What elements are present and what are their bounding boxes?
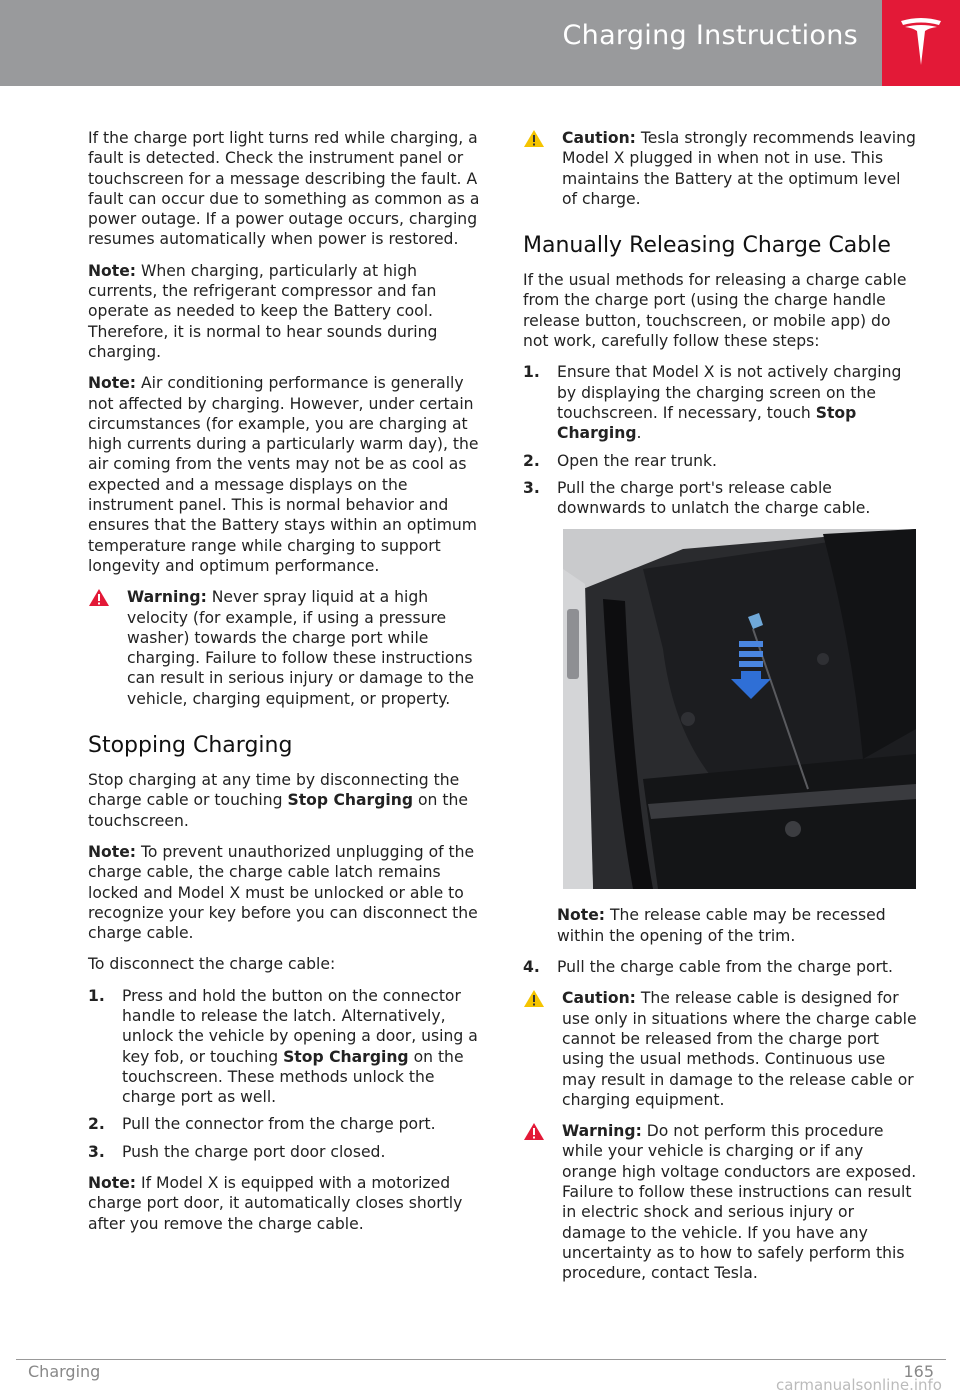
stop-charging-term: Stop Charging xyxy=(283,1047,409,1066)
footer-divider xyxy=(16,1359,946,1360)
step-text: Pull the charge port's release cable downwards to unlatch the charge cable. xyxy=(557,478,871,518)
note-label: Note: xyxy=(88,374,137,393)
note-label: Note: xyxy=(557,906,606,925)
note-compressor xyxy=(88,261,480,362)
page-number: 165 xyxy=(903,1362,934,1381)
note-motorized-door xyxy=(88,1173,480,1234)
note-air-conditioning xyxy=(88,373,480,576)
caution-text: The release cable is designed for use only in situations where the charge cable cannot be released from the charge port using the usual methods. Continuous use may result in damage to the release cable or charging equipment. xyxy=(562,989,917,1109)
step-text-end: . xyxy=(636,424,642,443)
step-text: Press and hold the button on the connector handle to release the latch. Alternatively, unlock the vehicle by opening a door, using a key fob, or touching xyxy=(122,986,478,1066)
stopping-charging-heading: Stopping Charging xyxy=(88,733,293,759)
note-text: Air conditioning performance is generally not affected by charging. However, under certain circumstances (for example, you are charging at high currents during a particularly warm day), the air coming from the vents may not be as cool as expected and a message displays on the instrument panel. This is normal behavior and ensures that the Battery stays within an optimum temperature range while charging to support longevity and optimum performance. xyxy=(88,374,479,575)
step-text: Push the charge port door closed. xyxy=(122,1142,386,1161)
step-number: 3. xyxy=(523,478,540,497)
tesla-logo xyxy=(882,0,960,86)
list-item xyxy=(88,1114,480,1134)
stopping-paragraph xyxy=(88,770,480,831)
list-item xyxy=(523,957,918,977)
warning-triangle-icon xyxy=(523,1122,545,1146)
page-title: Charging Instructions xyxy=(562,20,858,51)
release-steps-continued xyxy=(523,957,918,977)
step-number: 1. xyxy=(523,363,540,382)
step-number: 1. xyxy=(88,986,105,1005)
disconnect-intro: To disconnect the charge cable: xyxy=(88,955,336,974)
list-item xyxy=(88,986,480,1108)
step-text: Pull the charge cable from the charge port. xyxy=(557,958,894,977)
warning-text: Do not perform this procedure while your vehicle is charging or if any orange high voltage conductors are exposed. Failure to follow these instructions can result in electric shock and serious injury or damage to the vehicle. If you have any uncertainty as to how to safely perform this procedure, contact Tesla. xyxy=(562,1122,917,1283)
stop-charging-term: Stop Charging xyxy=(557,403,857,443)
step-text: Open the rear trunk. xyxy=(557,451,718,470)
tesla-logo-icon xyxy=(899,17,943,67)
note-unplugging xyxy=(88,842,480,943)
caution-text: Tesla strongly recommends leaving Model X plugged in when not in use. This maintains the Battery at the optimum level of charge. xyxy=(562,129,916,208)
manual-release-heading: Manually Releasing Charge Cable xyxy=(523,233,891,259)
caution-label: Caution: xyxy=(562,989,636,1008)
left-column xyxy=(88,128,480,1245)
step-text: Ensure that Model X is not actively charging by displaying the charging screen on the touchscreen. If necessary, touch xyxy=(557,363,902,422)
intro-paragraph: If the charge port light turns red while charging, a fault is detected. Check the instrument panel or touchscreen for a message describing the fault. A fault can occur due to something as common as a power outage. If a power outage occurs, charging resumes automatically when power is restored. xyxy=(88,129,480,249)
caution-release-cable-use xyxy=(523,988,918,1110)
release-steps xyxy=(523,362,918,518)
warning-do-not-perform xyxy=(523,1121,918,1283)
note-label: Note: xyxy=(88,261,137,280)
page-header xyxy=(0,0,960,86)
warning-triangle-icon xyxy=(88,588,110,612)
step-text: Pull the connector from the charge port. xyxy=(122,1115,436,1134)
caution-triangle-icon xyxy=(523,989,545,1013)
note-text: If Model X is equipped with a motorized charge port door, it automatically closes shortly after you remove the charge cable. xyxy=(88,1174,463,1233)
manual-intro: If the usual methods for releasing a charge cable from the charge port (using the charge handle release button, touchscreen, or mobile app) do not work, carefully follow these steps: xyxy=(523,271,907,351)
note-label: Note: xyxy=(88,842,137,861)
warning-spray-liquid xyxy=(88,587,480,709)
step-text-end: on the touchscreen. These methods unlock the charge port as well. xyxy=(122,1047,464,1107)
stop-charging-term: Stop Charging xyxy=(287,791,414,810)
warning-label: Warning: xyxy=(127,588,207,607)
stopping-text: Stop charging at any time by disconnecting the charge cable or touching xyxy=(88,771,460,810)
list-item xyxy=(523,362,918,443)
caution-label: Caution: xyxy=(562,129,636,147)
note-text: The release cable may be recessed within the opening of the trim. xyxy=(557,906,886,945)
warning-text: Never spray liquid at a high velocity (for example, if using a pressure washer) towards the charge port while charging. Failure to follow these instructions can result in serious injury or damage to the vehicle, charging equipment, or property. xyxy=(127,588,474,708)
step-number: 2. xyxy=(88,1115,105,1134)
list-item xyxy=(523,478,918,519)
watermark: carmanualsonline.info xyxy=(776,1376,942,1394)
right-column xyxy=(523,128,918,1295)
note-label: Note: xyxy=(88,1174,137,1193)
warning-label: Warning: xyxy=(562,1122,642,1141)
trunk-release-cable-illustration xyxy=(563,529,916,889)
figure-note xyxy=(523,905,918,946)
disconnect-steps xyxy=(88,986,480,1162)
step-number: 4. xyxy=(523,958,540,977)
caution-triangle-icon xyxy=(523,129,545,153)
step-number: 3. xyxy=(88,1142,105,1161)
step-number: 2. xyxy=(523,451,540,470)
note-text: To prevent unauthorized unplugging of the charge cable, the charge cable latch remains locked and Model X must be unlocked or able to recognize your key before you can disconnect the charge cable. xyxy=(88,842,478,943)
stopping-text-end: on the touchscreen. xyxy=(88,791,468,830)
list-item xyxy=(523,451,918,471)
caution-keep-plugged xyxy=(523,128,918,209)
list-item xyxy=(88,1142,480,1162)
footer-section-name: Charging xyxy=(28,1362,101,1381)
note-text: When charging, particularly at high currents, the refrigerant compressor and fan operate as needed to keep the Battery cool. Therefore, it is normal to hear sounds during charging. xyxy=(88,261,438,361)
